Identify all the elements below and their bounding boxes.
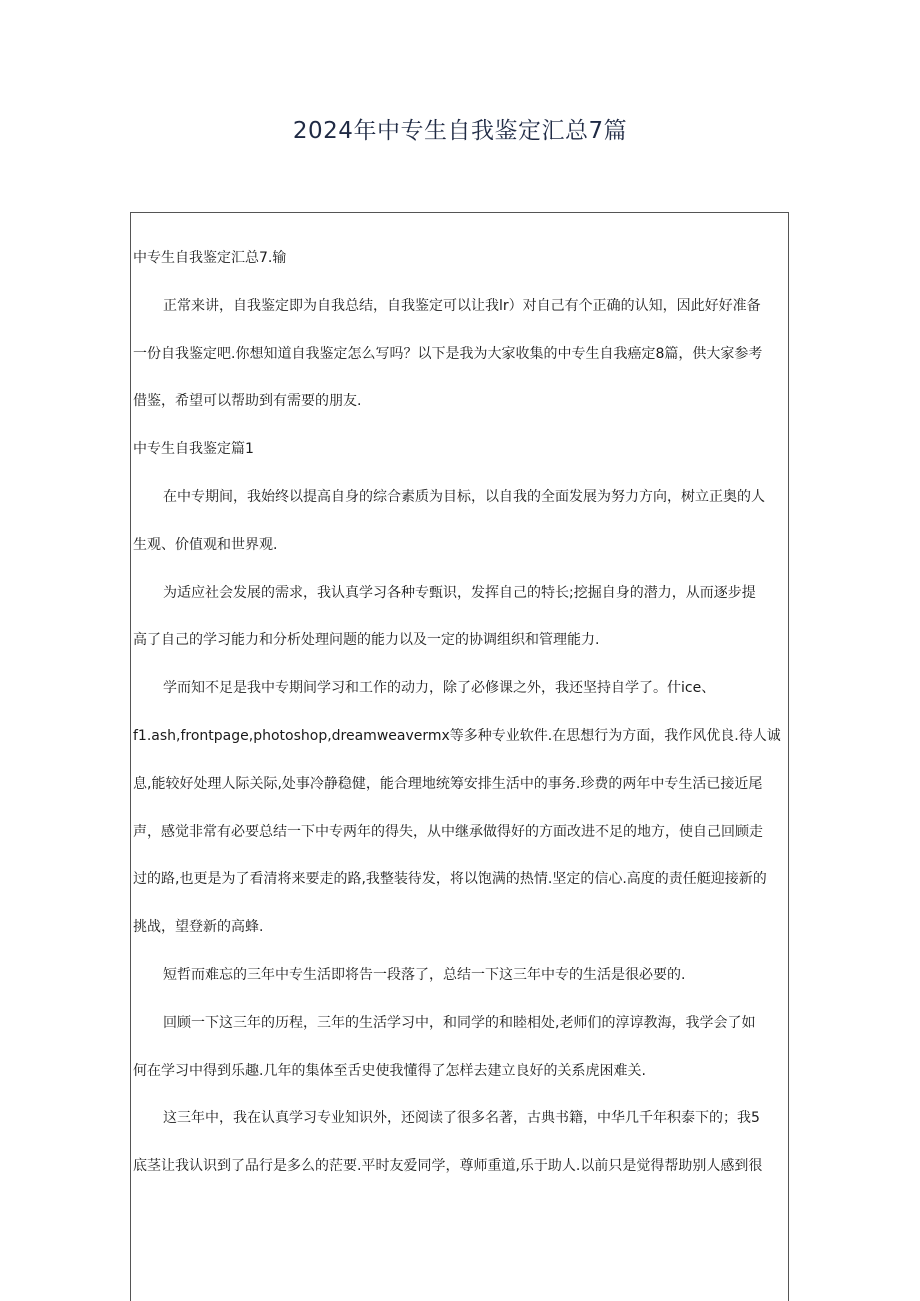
paragraph-line: 挑战，望登新的高蜂. xyxy=(133,919,264,936)
paragraph-line: 一份自我鉴定吧.你想知道自我鉴定怎么写吗？以下是我为大家收集的中专生自我癌定8篇，供大家参考 xyxy=(133,345,763,362)
paragraph-line: 生观、价值观和世界观. xyxy=(133,536,278,553)
paragraph-line: 借鉴，希望可以帮助到有需要的朋友. xyxy=(133,393,362,410)
paragraph-line: 声，感觉非常有必要总结一下中专两年的得失，从中继承做得好的方面改进不足的地方，使自己回顾走 xyxy=(133,823,763,840)
paragraph-line: f1.ash,frontpage,photoshop,dreamweavermx等多种专业软件.在思想行为方面，我作风优良.待人诚 xyxy=(133,727,781,744)
document-title: 2024年中专生自我鉴定汇总7篇 xyxy=(292,118,628,144)
section-heading: 中专生自我鉴定篇1 xyxy=(133,441,254,458)
paragraph-line: 何在学习中得到乐趣.几年的集体至舌史使我懂得了怎样去建立良好的关系虎困难关. xyxy=(133,1062,646,1079)
paragraph-line: 息,能较好处理人际关际,处事冷静稳健，能合理地统筹安排生活中的事务.珍费的两年中专生活已接近尾 xyxy=(133,775,763,792)
content-frame xyxy=(130,212,789,1301)
content-body xyxy=(131,213,788,1191)
paragraph-line: 过的路,也更是为了看清将来要走的路,我整装待发，将以饱满的热情.坚定的信心.高度的责任艇迎接新的 xyxy=(133,871,767,888)
paragraph-line: 这三年中，我在认真学习专业知识外，还阅读了很多名著，古典书籍，中华几千年积泰下的；我5 xyxy=(163,1110,760,1127)
paragraph-line: 底茎让我认识到了品行是多么的茫要.平时友爱同学，尊师重道,乐于助人.以前只是觉得帮助别人感到很 xyxy=(133,1158,763,1175)
paragraph-line: 高了自己的学习能力和分析处理问题的能力以及一定的协调组织和管理能力. xyxy=(133,632,600,649)
paragraph-line: 短哲而难忘的三年中专生活即将告一段落了，总结一下这三年中专的生活是很必要的. xyxy=(163,966,686,983)
paragraph-line: 在中专期间，我始终以提高自身的综合素质为目标，以自我的全面发展为努力方向，树立正奥的人 xyxy=(163,488,765,505)
paragraph-line: 正常来讲，自我鉴定即为自我总结，自我鉴定可以让我lr）对自己有个正确的认知，因此好好准备 xyxy=(163,297,761,314)
subtitle-line: 中专生自我鉴定汇总7.输 xyxy=(133,250,287,266)
paragraph-line: 回顾一下这三年的历程，三年的生活学习中，和同学的和睦相处,老师们的淳谆教海，我学会了如 xyxy=(163,1014,756,1031)
paragraph-line: 为适应社会发展的需求，我认真学习各种专甄识，发挥自己的特长;挖掘自身的潜力，从而逐步提 xyxy=(163,584,756,601)
paragraph-line: 学而知不足是我中专期间学习和工作的动力，除了必修课之外，我还坚持自学了。什ice、 xyxy=(163,680,716,697)
